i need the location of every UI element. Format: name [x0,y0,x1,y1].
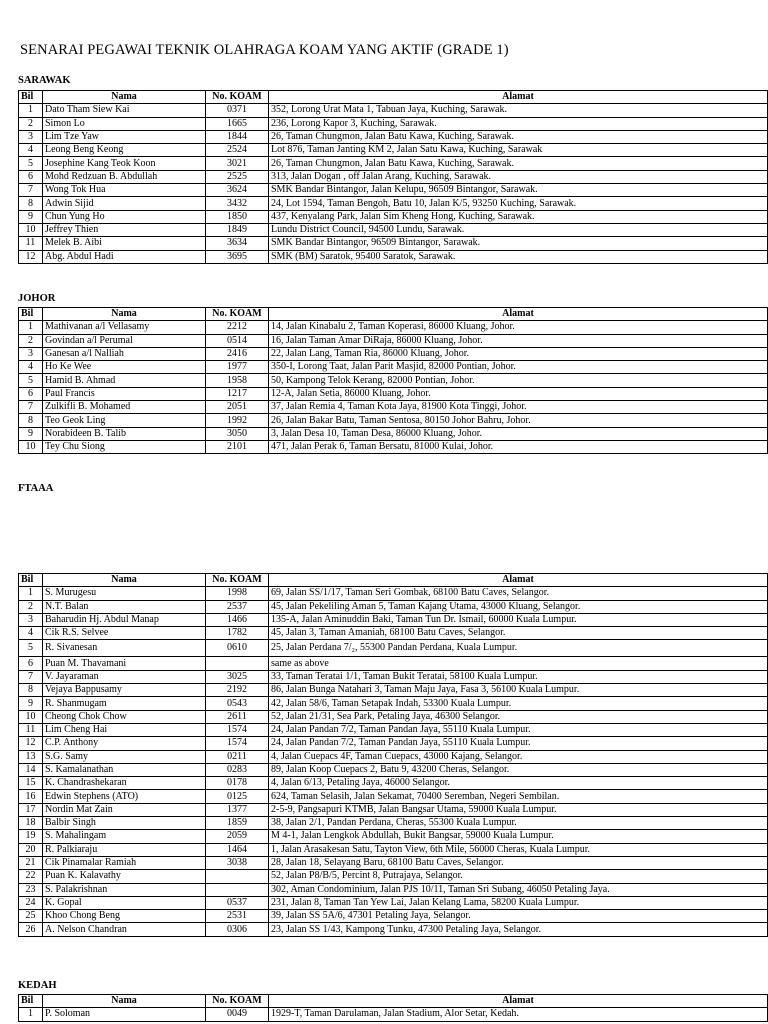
cell-koam: 0514 [206,334,269,347]
cell-bil: 8 [19,414,43,427]
table-row [19,117,768,130]
cell-koam: 1782 [206,627,269,640]
cell-nama: K. Chandrashekaran [43,777,206,790]
cell-alamat: 1, Jalan Arasakesan Satu, Tayton View, 6th Mile, 56000 Cheras, Kuala Lumpur. [269,843,768,856]
cell-koam: 0371 [206,104,269,117]
cell-nama: A. Nelson Chandran [43,923,206,936]
cell-nama: Jeffrey Thien [43,223,206,236]
cell-nama: Dato Tham Siew Kai [43,104,206,117]
cell-nama: Josephine Kang Teok Koon [43,157,206,170]
column-header-bil: Bil [19,91,43,104]
cell-alamat: 37, Jalan Remia 4, Taman Kota Jaya, 81900 Kota Tinggi, Johor. [269,401,768,414]
cell-koam: 1574 [206,737,269,750]
table-row [19,361,768,374]
cell-bil: 20 [19,843,43,856]
cell-koam: 2101 [206,440,269,453]
cell-bil: 5 [19,157,43,170]
cell-koam: 2611 [206,710,269,723]
cell-alamat: 3, Jalan Desa 10, Taman Desa, 86000 Kluang, Johor. [269,427,768,440]
cell-nama: Chun Yung Ho [43,210,206,223]
cell-nama: Baharudin Hj. Abdul Manap [43,613,206,626]
table-row [19,843,768,856]
cell-nama: Cik Pinamalar Ramiah [43,856,206,869]
cell-bil: 25 [19,910,43,923]
cell-nama: Puan K. Kalavathy [43,870,206,883]
cell-alamat: 26, Taman Chungmon, Jalan Batu Kawa, Kuching, Sarawak. [269,130,768,143]
cell-alamat: 4, Jalan Cuepacs 4F, Taman Cuepacs, 43000 Kajang, Selangor. [269,750,768,763]
column-header-alamat: Alamat [269,995,768,1008]
cell-bil: 10 [19,223,43,236]
table-johor [18,307,768,454]
cell-alamat: 24, Jalan Pandan 7/2, Taman Pandan Jaya, 55110 Kuala Lumpur. [269,737,768,750]
cell-koam: 3025 [206,670,269,683]
cell-koam: 3021 [206,157,269,170]
cell-nama: Norabideen B. Talib [43,427,206,440]
cell-koam: 0125 [206,790,269,803]
cell-koam: 2192 [206,684,269,697]
cell-alamat: 25, Jalan Perdana 7/₂, 55300 Pandan Perdana, Kuala Lumpur. [269,640,768,657]
table-sarawak [18,90,768,264]
column-header-koam: No. KOAM [206,91,269,104]
table-row [19,803,768,816]
cell-bil: 1 [19,104,43,117]
cell-alamat: Lot 876, Taman Janting KM 2, Jalan Satu Kawa, Kuching, Sarawak [269,144,768,157]
cell-nama: N.T. Balan [43,600,206,613]
cell-nama: Balbir Singh [43,817,206,830]
cell-alamat: 16, Jalan Taman Amar DiRaja, 86000 Kluang, Johor. [269,334,768,347]
cell-bil: 9 [19,210,43,223]
cell-alamat: 4, Jalan 6/13, Petaling Jaya, 46000 Selangor. [269,777,768,790]
cell-alamat: 45, Jalan 3, Taman Amaniah, 68100 Batu Caves, Selangor. [269,627,768,640]
cell-bil: 19 [19,830,43,843]
cell-bil: 6 [19,657,43,670]
cell-alamat: 39, Jalan SS 5A/6, 47301 Petaling Jaya, Selangor. [269,910,768,923]
cell-nama: S. Kamalanathan [43,763,206,776]
table-row [19,210,768,223]
table-row [19,374,768,387]
cell-nama: Lim Cheng Hai [43,723,206,736]
table-row [19,737,768,750]
cell-bil: 7 [19,670,43,683]
cell-nama: Simon Lo [43,117,206,130]
cell-alamat: 33, Taman Teratai 1/1, Taman Bukit Teratai, 58100 Kuala Lumpur. [269,670,768,683]
cell-nama: V. Jayaraman [43,670,206,683]
cell-koam: 2059 [206,830,269,843]
table-row [19,427,768,440]
cell-nama: Paul Francis [43,387,206,400]
table-row [19,184,768,197]
officials-table [18,90,768,264]
cell-alamat: 135-A, Jalan Aminuddin Baki, Taman Tun Dr. Ismail, 60000 Kuala Lumpur. [269,613,768,626]
cell-nama: Hamid B. Ahmad [43,374,206,387]
table-row [19,144,768,157]
cell-nama: K. Gopal [43,896,206,909]
cell-koam: 3050 [206,427,269,440]
table-row [19,414,768,427]
table-row [19,723,768,736]
cell-alamat: 2-5-9, Pangsapuri KTMB, Jalan Bangsar Utama, 59000 Kuala Lumpur. [269,803,768,816]
table-row [19,910,768,923]
officials-table [18,307,768,454]
cell-nama: Melek B. Aibi [43,237,206,250]
cell-bil: 2 [19,334,43,347]
table-row [19,321,768,334]
cell-koam: 0283 [206,763,269,776]
table-row [19,387,768,400]
cell-nama: S. Palakrishnan [43,883,206,896]
cell-bil: 12 [19,250,43,263]
cell-bil: 8 [19,197,43,210]
table-row [19,627,768,640]
cell-alamat: 24, Lot 1594, Taman Bengoh, Batu 10, Jalan K/5, 93250 Kuching, Sarawak. [269,197,768,210]
column-header-koam: No. KOAM [206,995,269,1008]
cell-bil: 8 [19,684,43,697]
cell-alamat: 1929-T, Taman Darulaman, Jalan Stadium, Alor Setar, Kedah. [269,1008,768,1021]
cell-bil: 14 [19,763,43,776]
cell-bil: 4 [19,627,43,640]
table-row [19,923,768,936]
table-row [19,104,768,117]
cell-nama: Cheong Chok Chow [43,710,206,723]
cell-bil: 1 [19,321,43,334]
officials-table [18,573,768,937]
cell-alamat: 50, Kampong Telok Kerang, 82000 Pontian, Johor. [269,374,768,387]
cell-bil: 22 [19,870,43,883]
table-row [19,197,768,210]
table-row [19,1008,768,1021]
cell-bil: 17 [19,803,43,816]
cell-alamat: 236, Lorong Kapor 3, Kuching, Sarawak. [269,117,768,130]
cell-koam: 1992 [206,414,269,427]
table-row [19,157,768,170]
cell-nama: P. Soloman [43,1008,206,1021]
cell-alamat: SMK Bandar Bintangor, Jalan Kelupu, 96509 Bintangor, Sarawak. [269,184,768,197]
table-row [19,600,768,613]
section-heading-sarawak: SARAWAK [18,75,71,86]
cell-nama: Teo Geok Ling [43,414,206,427]
cell-alamat: 437, Kenyalang Park, Jalan Sim Kheng Hong, Kuching, Sarawak. [269,210,768,223]
cell-nama: R. Sivanesan [43,640,206,657]
page-title: SENARAI PEGAWAI TEKNIK OLAHRAGA KOAM YANG AKTIF (GRADE 1) [20,42,509,58]
cell-alamat: SMK (BM) Saratok, 95400 Saratok, Sarawak. [269,250,768,263]
cell-koam: 1998 [206,587,269,600]
cell-bil: 12 [19,737,43,750]
cell-koam: 3634 [206,237,269,250]
table-row [19,334,768,347]
cell-alamat: 231, Jalan 8, Taman Tan Yew Lai, Jalan Kelang Lama, 58200 Kuala Lumpur. [269,896,768,909]
cell-alamat: 302, Aman Condominium, Jalan PJS 10/11, Taman Sri Subang, 46050 Petaling Jaya. [269,883,768,896]
column-header-alamat: Alamat [269,308,768,321]
cell-nama: Puan M. Thavamani [43,657,206,670]
table-row [19,223,768,236]
column-header-nama: Nama [43,308,206,321]
column-header-nama: Nama [43,995,206,1008]
cell-koam [206,870,269,883]
cell-nama: Cik R.S. Selvee [43,627,206,640]
table-row [19,883,768,896]
cell-alamat: 26, Jalan Bakar Batu, Taman Sentosa, 80150 Johor Bahru, Johor. [269,414,768,427]
cell-bil: 18 [19,817,43,830]
cell-bil: 9 [19,427,43,440]
table-header-row [19,995,768,1008]
cell-koam: 1849 [206,223,269,236]
column-header-alamat: Alamat [269,574,768,587]
cell-alamat: 14, Jalan Kinabalu 2, Taman Koperasi, 86000 Kluang, Johor. [269,321,768,334]
cell-bil: 6 [19,387,43,400]
cell-koam: 0537 [206,896,269,909]
cell-bil: 26 [19,923,43,936]
section-heading-johor: JOHOR [18,293,56,304]
cell-bil: 9 [19,697,43,710]
cell-koam: 1977 [206,361,269,374]
cell-nama: R. Shanmugam [43,697,206,710]
cell-nama: R. Palkiaraju [43,843,206,856]
column-header-koam: No. KOAM [206,574,269,587]
table-row [19,856,768,869]
cell-alamat: Lundu District Council, 94500 Lundu, Sarawak. [269,223,768,236]
table-kedah [18,994,768,1022]
cell-koam: 1574 [206,723,269,736]
cell-alamat: SMK Bandar Bintangor, 96509 Bintangor, Sarawak. [269,237,768,250]
section-heading-kedah: KEDAH [18,980,57,991]
table-row [19,250,768,263]
cell-koam: 1844 [206,130,269,143]
cell-bil: 7 [19,184,43,197]
cell-bil: 15 [19,777,43,790]
table-header-row [19,308,768,321]
table-row [19,170,768,183]
cell-alamat: 23, Jalan SS 1/43, Kampong Tunku, 47300 Petaling Jaya, Selangor. [269,923,768,936]
table-row [19,657,768,670]
table-row [19,613,768,626]
cell-koam: 1958 [206,374,269,387]
cell-nama: C.P. Anthony [43,737,206,750]
column-header-alamat: Alamat [269,91,768,104]
cell-alamat: 26, Taman Chungmon, Jalan Batu Kawa, Kuching, Sarawak. [269,157,768,170]
cell-koam: 1466 [206,613,269,626]
cell-alamat: 52, Jalan P8/B/5, Percint 8, Putrajaya, Selangor. [269,870,768,883]
cell-koam: 0306 [206,923,269,936]
cell-koam: 1217 [206,387,269,400]
cell-alamat: 42, Jalan 58/6, Taman Setapak Indah, 53300 Kuala Lumpur. [269,697,768,710]
cell-bil: 24 [19,896,43,909]
cell-nama: Abg. Abdul Hadi [43,250,206,263]
table-ftaaa [18,573,768,937]
cell-koam [206,883,269,896]
cell-bil: 4 [19,361,43,374]
table-row [19,777,768,790]
cell-bil: 23 [19,883,43,896]
table-row [19,237,768,250]
cell-bil: 3 [19,130,43,143]
cell-nama: Ganesan a/l Nalliah [43,347,206,360]
cell-bil: 10 [19,710,43,723]
column-header-bil: Bil [19,574,43,587]
cell-bil: 2 [19,600,43,613]
cell-koam: 3038 [206,856,269,869]
cell-koam: 0211 [206,750,269,763]
table-row [19,440,768,453]
cell-nama: Tey Chu Siong [43,440,206,453]
cell-nama: Ho Ke Wee [43,361,206,374]
cell-alamat: 86, Jalan Bunga Natahari 3, Taman Maju Jaya, Fasa 3, 56100 Kuala Lumpur. [269,684,768,697]
cell-koam: 2525 [206,170,269,183]
cell-nama: Nordin Mat Zain [43,803,206,816]
cell-koam: 2416 [206,347,269,360]
cell-alamat: 624, Taman Selasih, Jalan Sekamat, 70400 Seremban, Negeri Sembilan. [269,790,768,803]
cell-alamat: 52, Jalan 21/31, Sea Park, Petaling Jaya, 46300 Selangor. [269,710,768,723]
table-row [19,684,768,697]
table-row [19,790,768,803]
cell-nama: Zulkifli B. Mohamed [43,401,206,414]
cell-nama: S. Murugesu [43,587,206,600]
cell-alamat: 24, Jalan Pandan 7/2, Taman Pandan Jaya, 55110 Kuala Lumpur. [269,723,768,736]
cell-koam: 2051 [206,401,269,414]
cell-bil: 2 [19,117,43,130]
cell-koam: 3432 [206,197,269,210]
cell-koam: 1665 [206,117,269,130]
cell-koam: 1377 [206,803,269,816]
cell-koam: 2212 [206,321,269,334]
column-header-nama: Nama [43,91,206,104]
table-row [19,817,768,830]
table-row [19,130,768,143]
cell-bil: 21 [19,856,43,869]
cell-koam: 1859 [206,817,269,830]
cell-bil: 7 [19,401,43,414]
table-row [19,750,768,763]
cell-koam [206,657,269,670]
cell-alamat: 12-A, Jalan Setia, 86000 Kluang, Johor. [269,387,768,400]
column-header-bil: Bil [19,995,43,1008]
column-header-bil: Bil [19,308,43,321]
table-header-row [19,91,768,104]
cell-nama: Khoo Chong Beng [43,910,206,923]
cell-bil: 4 [19,144,43,157]
cell-alamat: 313, Jalan Dogan , off Jalan Arang, Kuching, Sarawak. [269,170,768,183]
cell-alamat: same as above [269,657,768,670]
cell-nama: S.G. Samy [43,750,206,763]
cell-nama: Vejaya Bappusamy [43,684,206,697]
cell-bil: 1 [19,1008,43,1021]
column-header-koam: No. KOAM [206,308,269,321]
cell-nama: Edwin Stephens (ATO) [43,790,206,803]
cell-bil: 5 [19,374,43,387]
cell-alamat: 22, Jalan Lang, Taman Ria, 86000 Kluang, Johor. [269,347,768,360]
table-row [19,401,768,414]
cell-koam: 2537 [206,600,269,613]
cell-nama: Wong Tok Hua [43,184,206,197]
officials-table [18,994,768,1022]
cell-bil: 10 [19,440,43,453]
cell-alamat: 28, Jalan 18, Selayang Baru, 68100 Batu Caves, Selangor. [269,856,768,869]
cell-alamat: 471, Jalan Perak 6, Taman Bersatu, 81000 Kulai, Johor. [269,440,768,453]
cell-koam: 0178 [206,777,269,790]
cell-bil: 16 [19,790,43,803]
cell-bil: 3 [19,613,43,626]
table-row [19,870,768,883]
cell-nama: Adwin Sijid [43,197,206,210]
table-row [19,710,768,723]
cell-bil: 13 [19,750,43,763]
table-row [19,640,768,657]
cell-koam: 2531 [206,910,269,923]
cell-koam: 2524 [206,144,269,157]
cell-nama: Lim Tze Yaw [43,130,206,143]
cell-nama: Govindan a/l Perumal [43,334,206,347]
cell-koam: 0049 [206,1008,269,1021]
table-row [19,347,768,360]
cell-nama: Mathivanan a/l Vellasamy [43,321,206,334]
cell-bil: 5 [19,640,43,657]
table-header-row [19,574,768,587]
cell-bil: 11 [19,723,43,736]
cell-alamat: M 4-1, Jalan Lengkok Abdullah, Bukit Bangsar, 59000 Kuala Lumpur. [269,830,768,843]
cell-nama: Leong Beng Keong [43,144,206,157]
cell-nama: Mohd Redzuan B. Abdullah [43,170,206,183]
cell-koam: 3695 [206,250,269,263]
cell-koam: 1464 [206,843,269,856]
table-row [19,896,768,909]
cell-bil: 6 [19,170,43,183]
table-row [19,587,768,600]
section-heading-ftaaa: FTAAA [18,483,54,494]
cell-bil: 11 [19,237,43,250]
cell-alamat: 352, Lorong Urat Mata 1, Tabuan Jaya, Kuching, Sarawak. [269,104,768,117]
cell-alamat: 350-I, Lorong Taat, Jalan Parit Masjid, 82000 Pontian, Johor. [269,361,768,374]
cell-alamat: 45, Jalan Pekeliling Aman 5, Taman Kajang Utama, 43000 Kluang, Selangor. [269,600,768,613]
cell-bil: 1 [19,587,43,600]
cell-alamat: 89, Jalan Koop Cuepacs 2, Batu 9, 43200 Cheras, Selangor. [269,763,768,776]
cell-alamat: 69, Jalan SS/1/17, Taman Seri Gombak, 68100 Batu Caves, Selangor. [269,587,768,600]
cell-nama: S. Mahalingam [43,830,206,843]
table-row [19,697,768,710]
table-row [19,763,768,776]
column-header-nama: Nama [43,574,206,587]
cell-koam: 0610 [206,640,269,657]
cell-alamat: 38, Jalan 2/1, Pandan Perdana, Cheras, 55300 Kuala Lumpur. [269,817,768,830]
cell-koam: 1850 [206,210,269,223]
cell-bil: 3 [19,347,43,360]
table-row [19,830,768,843]
cell-koam: 3624 [206,184,269,197]
cell-koam: 0543 [206,697,269,710]
table-row [19,670,768,683]
